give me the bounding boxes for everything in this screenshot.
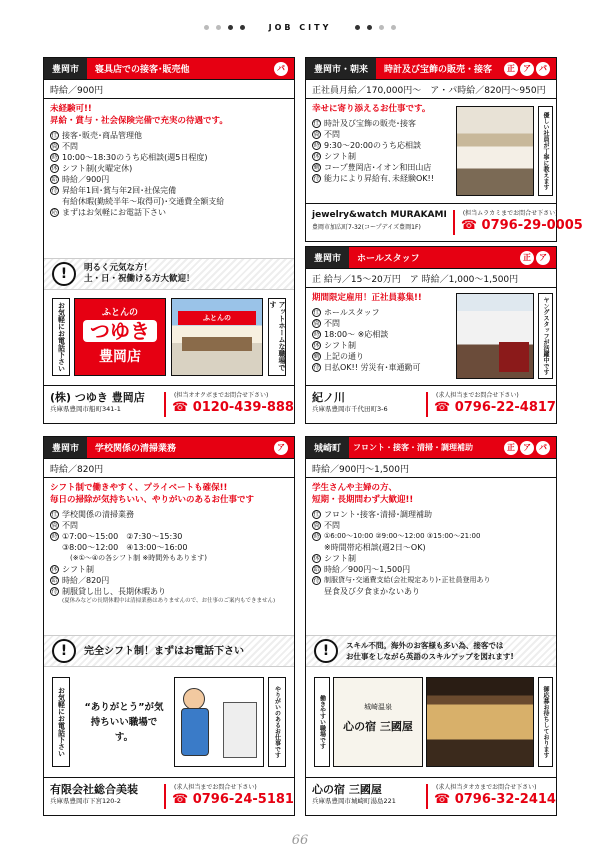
header-dots-right (355, 25, 396, 30)
company-name: 心の宿 三國屋 (312, 783, 382, 796)
tel-number[interactable]: 0120-439-888 (192, 400, 294, 415)
job-card-kinokawa (305, 246, 557, 424)
band-line-2: お仕事をしながら英語のスキルアップを図れます! (346, 652, 514, 661)
band-line-1: 明るく元気な方！ (84, 263, 153, 273)
badge-part: パ (536, 441, 550, 455)
card-job-title: 時計及び宝飾の販売・接客 (376, 58, 504, 79)
detail-text: ①6:00～10:00 ②9:00～12:00 ③15:00～21:00 (324, 532, 481, 540)
card-footer (306, 385, 556, 423)
detail-row (312, 531, 550, 542)
detail-row (312, 586, 550, 597)
company-address: 兵庫県豊岡市下宮120-2 (50, 797, 121, 805)
catch-line-1: シフト制で働きやすく、プライベートも確保!! (50, 483, 228, 493)
logo-shop: 豊岡店 (99, 349, 141, 365)
detail-row (312, 564, 550, 575)
card-city: 豊岡市・朝来 (306, 58, 376, 79)
detail-icon: 仕 (313, 309, 320, 316)
catch-line-1: 学生さんや主婦の方、 (312, 483, 398, 493)
job-card-sogo-bisou (43, 436, 295, 816)
detail-text: 不問 (324, 521, 340, 530)
detail-text: フロント･接客･清掃･調理補助 (324, 510, 432, 519)
catch-line: 期間限定雇用！正社員募集!! (312, 293, 422, 303)
detail-text: ①7:00～15:00 ②7:30～15:30 (62, 532, 183, 541)
detail-row (50, 586, 288, 597)
badge-part: パ (536, 62, 550, 76)
message-band (44, 258, 294, 290)
detail-text: 時給／900円 (62, 175, 110, 184)
detail-rows (312, 118, 450, 184)
detail-icon: 時 (313, 533, 320, 540)
card-city: 豊岡市 (44, 437, 87, 458)
card-job-title: ホールスタッフ (349, 247, 520, 268)
logo-top: ふとんの (101, 308, 138, 318)
detail-row (312, 318, 450, 329)
detail-row (50, 564, 288, 575)
detail-icon: 勤 (313, 353, 320, 360)
tel-note: (担当オオクボまでお問合せ下さい) (174, 392, 269, 399)
card-city: 城崎町 (306, 437, 349, 458)
job-card-murakami (305, 57, 583, 242)
logo-main: つゆき (83, 320, 157, 342)
badge-fulltime: 正 (520, 251, 534, 265)
detail-text: 不問 (324, 319, 340, 328)
phone-icon: ☎ (434, 400, 455, 415)
detail-row (50, 520, 288, 531)
message-band (306, 635, 556, 667)
card-pay: 正 給与／15～20万円 ア 時給／1,000～1,500円 (306, 269, 556, 288)
detail-row (312, 151, 450, 162)
card-footer (44, 777, 294, 815)
detail-text: (※①～④の各シフト制 ※時間外もあります) (70, 554, 207, 562)
card-pay: 時給／900円 (44, 80, 294, 99)
detail-icon: 給 (51, 176, 58, 183)
detail-row (50, 553, 288, 564)
detail-text: ※時間帯応相談(週2日～OK) (324, 543, 426, 552)
card-pay: 時給／900円～1,500円 (306, 459, 556, 478)
card-city: 豊岡市 (306, 247, 349, 268)
card-footer (44, 385, 294, 423)
phone-icon: ☎ (434, 792, 455, 807)
card-pay: 時給／820円 (44, 459, 294, 478)
detail-rows (50, 130, 288, 218)
detail-footnote: (夏休みなどの長期休暇中は清掃業務はありませんので、お仕事のご案内もできません) (62, 598, 276, 604)
detail-icon: 勤 (313, 164, 320, 171)
card-footer (306, 777, 556, 815)
badge-part: パ (274, 62, 288, 76)
detail-icon: 休 (313, 153, 320, 160)
catch-line: 幸せに寄り添えるお仕事です。 (312, 104, 431, 114)
detail-text: 18:00～ ※応相談 (324, 330, 389, 339)
detail-text: 上記の通り (324, 352, 364, 361)
detail-text: 日払OK!! 労災有･車通勤可 (324, 363, 421, 372)
detail-text: 不問 (62, 521, 78, 530)
detail-text: ③8:00～12:00 ④13:00～16:00 (62, 543, 188, 552)
detail-icon: 資 (313, 320, 320, 327)
side-note-right: 御応募お待ちしております (538, 677, 553, 767)
detail-text: シフト制 (324, 152, 356, 161)
tel-note: (求人担当タオカまでお問合せ下さい) (436, 784, 537, 791)
side-note-right: アットホームな職場です (268, 298, 286, 376)
detail-icon: 休 (313, 342, 320, 349)
detail-icon: 休 (51, 165, 58, 172)
detail-text: 昇給年1回･賞与年2回･社保完備 (62, 186, 177, 195)
detail-text: シフト制(火曜定休) (62, 164, 133, 173)
band-line-2: 土・日・祝働ける方大歓迎！ (84, 274, 195, 284)
sign-line-1: 城崎温泉 (364, 703, 392, 711)
detail-row (312, 340, 450, 351)
detail-text: 時計及び宝飾の販売･接客 (324, 119, 416, 128)
detail-icon: 休 (51, 566, 58, 573)
detail-row (312, 307, 450, 318)
detail-row (50, 575, 288, 586)
detail-text: シフト制 (62, 565, 94, 574)
detail-row (312, 329, 450, 340)
detail-icon: 時 (313, 142, 320, 149)
detail-text: 学校関係の清掃業務 (62, 510, 134, 519)
detail-text: 昼食及び夕食まかないあり (324, 587, 420, 596)
store-photo (456, 106, 534, 196)
side-note-left: お気軽にお電話下さい (52, 298, 70, 376)
page-number: 66 (291, 833, 309, 848)
detail-rows (312, 509, 550, 597)
detail-text: 制服貸し出し、長期休暇あり (62, 587, 166, 596)
header-title: JOB CITY (268, 22, 332, 32)
detail-icon: 給 (313, 566, 320, 573)
band-line: 完全シフト制！まずはお電話下さい (84, 645, 244, 657)
detail-text: 10:00～18:30のうち応相談(週5日程度) (62, 153, 208, 162)
detail-icon: 応 (51, 209, 58, 216)
tel-note: (求人担当までお問合せ下さい) (174, 784, 257, 791)
badge-fulltime: 正 (504, 441, 518, 455)
detail-icon: 時 (313, 331, 320, 338)
job-card-mikuniya (305, 436, 557, 816)
detail-row (50, 152, 288, 163)
badge-arbeit: ア (536, 251, 550, 265)
badge-arbeit: ア (520, 441, 534, 455)
detail-row (312, 140, 450, 151)
side-note-right: やりがいのあるお仕事です (268, 677, 286, 767)
detail-row (50, 174, 288, 185)
page-header (0, 20, 600, 34)
detail-icon: 待 (313, 577, 320, 584)
phone-icon: ☎ (460, 218, 482, 233)
detail-text: 時給／820円 (62, 576, 110, 585)
sign-line-2: 心の宿 三國屋 (343, 720, 413, 733)
phone-icon: ☎ (172, 792, 193, 807)
detail-text: シフト制 (324, 554, 356, 563)
detail-row (50, 196, 288, 207)
tel-number[interactable]: 0796-29-0005 (481, 218, 583, 233)
card-pay: 正社員月給／170,000円～ ア・パ時給／820円～950円 (306, 80, 556, 99)
detail-icon: 資 (313, 131, 320, 138)
inn-photo (426, 677, 534, 767)
detail-row (312, 129, 450, 140)
quote-box (74, 677, 174, 767)
badge-arbeit: ア (274, 441, 288, 455)
detail-icon: 待 (51, 588, 58, 595)
detail-text: 能力により昇給有､未経験OK!! (324, 174, 434, 183)
quote-text: “ありがとう”が気持ちいい職場です。 (84, 701, 164, 743)
cleaner-illustration (174, 677, 264, 767)
job-card-tsuyuki (43, 57, 295, 424)
catch-line-1: 未経験可!! (50, 104, 92, 114)
card-job-title: 学校関係の清掃業務 (87, 437, 274, 458)
detail-row (312, 362, 450, 373)
store-photo (171, 298, 263, 376)
detail-text: 接客･販売･商品管理他 (62, 131, 142, 140)
side-note-left: 働きやすい職場です (314, 677, 330, 767)
detail-icon: 仕 (51, 511, 58, 518)
detail-row (50, 141, 288, 152)
side-note: ヤングスタッフが活躍中です (538, 293, 553, 379)
tel-note: (求人担当までお問合せ下さい) (436, 392, 519, 399)
detail-icon: 仕 (313, 511, 320, 518)
detail-row (50, 185, 288, 196)
card-job-title: 寝具店での接客･販売他 (87, 58, 274, 79)
detail-icon: 資 (51, 143, 58, 150)
exclamation-icon: ! (314, 639, 338, 663)
badge-fulltime: 正 (504, 62, 518, 76)
detail-text: シフト制 (324, 341, 356, 350)
detail-icon: 給 (51, 577, 58, 584)
company-address: 兵庫県豊岡市船町341-1 (50, 405, 121, 413)
phone-icon: ☎ (172, 400, 193, 415)
detail-icon: 待 (313, 364, 320, 371)
detail-row (50, 531, 288, 542)
company-address: 兵庫県豊岡市城崎町湯島221 (312, 797, 396, 805)
catch-line-2: 短期・長期問わず大歓迎!! (312, 495, 414, 505)
card-job-title: フロント・接客・清掃・調理補助 (349, 437, 504, 458)
detail-row (312, 553, 550, 564)
detail-icon: 待 (51, 187, 58, 194)
exclamation-icon: ! (52, 639, 76, 663)
detail-icon: 資 (51, 522, 58, 529)
badge-arbeit: ア (520, 62, 534, 76)
detail-row (50, 207, 288, 218)
company-address: 兵庫県豊岡市千代田町3-6 (312, 405, 388, 413)
header-dots-left (204, 25, 245, 30)
detail-row (312, 542, 550, 553)
detail-row (50, 542, 288, 553)
detail-text: 不問 (324, 130, 340, 139)
detail-row (312, 173, 450, 184)
detail-text: コープ豊岡店･イオン和田山店 (324, 163, 432, 172)
detail-text: 有給休暇(勤続半年～取得可)･交通費全額支給 (62, 197, 225, 206)
detail-row (50, 509, 288, 520)
detail-row (312, 520, 550, 531)
detail-text: 時給／900円～1,500円 (324, 565, 411, 574)
restaurant-photo (456, 293, 534, 379)
detail-icon: 待 (313, 175, 320, 182)
detail-icon: 仕 (313, 120, 320, 127)
detail-text: 制服貸与･交通費支給(会社規定あり)･正社員登用あり (324, 576, 491, 584)
store-sign: ふとんの (178, 311, 256, 325)
shop-logo (74, 298, 166, 376)
company-name: 紀ノ川 (312, 391, 345, 404)
company-name: 有限会社総合美装 (50, 783, 138, 796)
catch-line-2: 毎日の掃除が気持ちいい、やりがいのあるお仕事です (50, 495, 255, 505)
detail-row (50, 130, 288, 141)
detail-row (312, 118, 450, 129)
detail-row (312, 351, 450, 362)
detail-text: 不問 (62, 142, 78, 151)
tel-number[interactable]: 0796-32-2414 (454, 792, 556, 807)
company-address: 豊岡市加広町7-32(コープデイズ豊岡1F) (312, 224, 421, 231)
detail-icon: 時 (51, 154, 58, 161)
card-footer (306, 203, 583, 241)
company-name: (株) つゆき 豊岡店 (50, 391, 145, 404)
detail-icon: 時 (51, 533, 58, 540)
detail-text: ホールスタッフ (324, 308, 380, 317)
message-band (44, 635, 294, 667)
detail-row (50, 163, 288, 174)
detail-row (312, 575, 550, 586)
tel-number[interactable]: 0796-24-5181 (192, 792, 294, 807)
detail-row (312, 162, 450, 173)
detail-icon: 仕 (51, 132, 58, 139)
side-note: 優しい社員が丁寧に教えます (538, 106, 553, 196)
inn-sign (333, 677, 423, 767)
detail-row (312, 509, 550, 520)
detail-text: まずはお気軽にお電話下さい (62, 208, 166, 217)
detail-icon: 資 (313, 522, 320, 529)
detail-rows (312, 307, 450, 373)
tel-number[interactable]: 0796-22-4817 (454, 400, 556, 415)
side-note-left: お気軽にお電話下さい (52, 677, 70, 767)
exclamation-icon: ! (52, 262, 76, 286)
detail-text: 9:30～20:00のうち応相談 (324, 141, 422, 150)
detail-icon: 休 (313, 555, 320, 562)
band-line-1: スキル不問。海外のお客様も多い為、接客では (346, 641, 504, 650)
company-name: jewelry&watch MURAKAMI (312, 210, 447, 220)
catch-line-2: 昇給・賞与・社会保険完備で充実の待遇です。 (50, 116, 228, 126)
card-city: 豊岡市 (44, 58, 87, 79)
detail-rows (50, 509, 288, 606)
tel-note: (担当ムラカミまでお問合せ下さい) (462, 210, 558, 217)
